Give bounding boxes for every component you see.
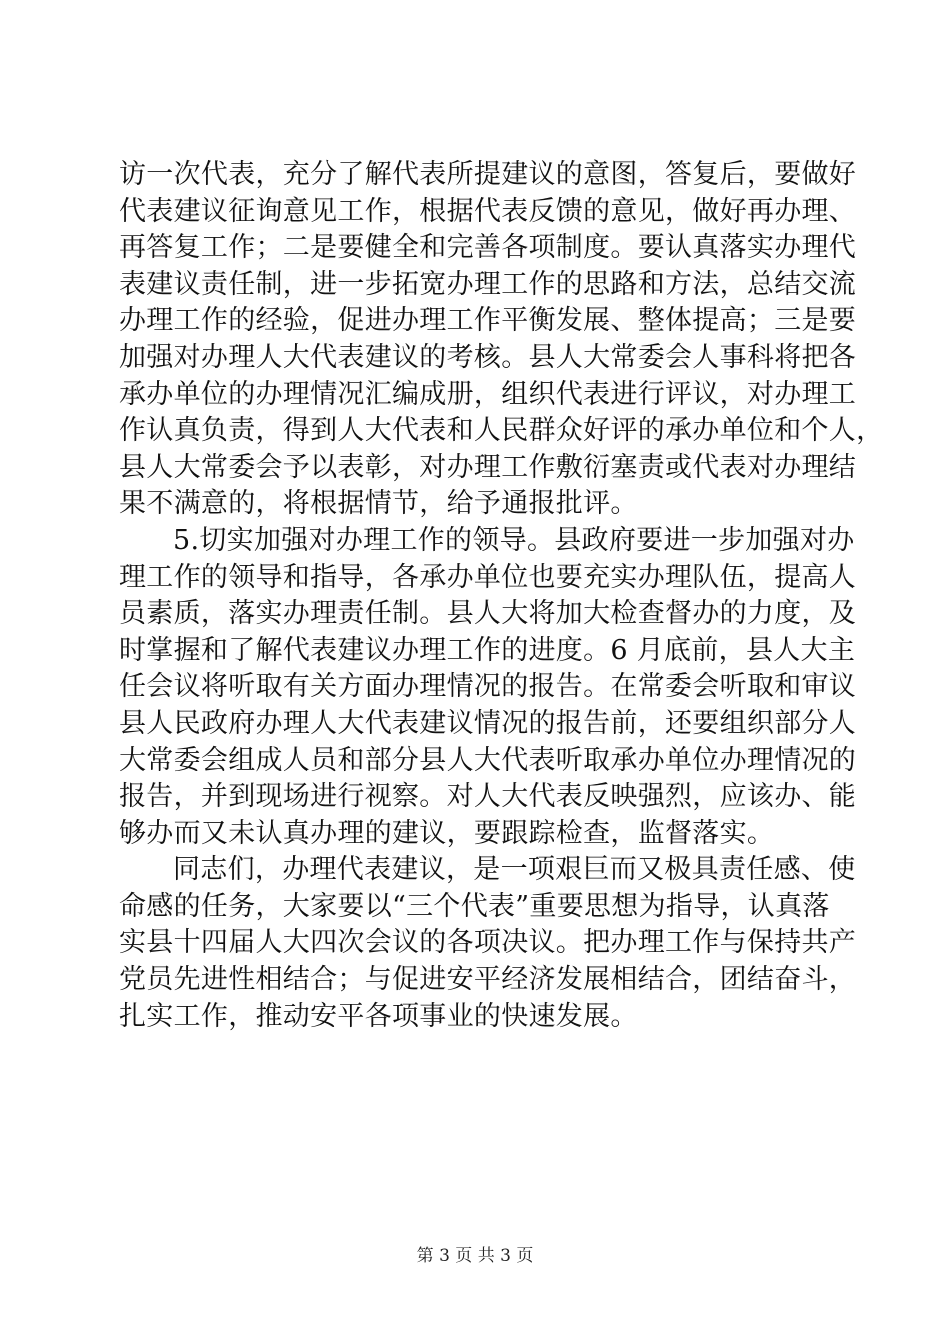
text-line: 办理工作的经验，促进办理工作平衡发展、整体提高；三是要 [119, 305, 857, 337]
text-line: 5.切实加强对办理工作的领导。县政府要进一步加强对办 [173, 524, 855, 556]
text-line: 时掌握和了解代表建议办理工作的进度。6 月底前，县人大主 [119, 634, 856, 666]
page-footer: 第 3 页 共 3 页 [416, 1246, 534, 1266]
text-line: 理工作的领导和指导，各承办单位也要充实办理队伍，提高人 [119, 561, 857, 593]
document-body [119, 157, 884, 1035]
text-line: 员素质，落实办理责任制。县人大将加大检查督办的力度，及 [119, 598, 857, 630]
text-line: 任会议将听取有关方面办理情况的报告。在常委会听取和审议 [119, 671, 857, 703]
text-line: 扎实工作，推动安平各项事业的快速发展。 [119, 1000, 638, 1032]
text-line: 表建议责任制，进一步拓宽办理工作的思路和方法，总结交流 [119, 268, 857, 300]
text-line: 承办单位的办理情况汇编成册，组织代表进行评议，对办理工 [119, 378, 857, 410]
text-line: 大常委会组成人员和部分县人大代表听取承办单位办理情况的 [119, 744, 857, 776]
text-line: 访一次代表，充分了解代表所提建议的意图，答复后，要做好 [119, 159, 857, 190]
text-line: 报告，并到现场进行视察。对人大代表反映强烈，应该办、能 [119, 781, 857, 813]
text-line: 够办而又未认真办理的建议，要跟踪检查，监督落实。 [119, 817, 775, 849]
text-line: 加强对办理人大代表建议的考核。县人大常委会人事科将把各 [119, 341, 857, 373]
text-line: 同志们，办理代表建议，是一项艰巨而又极具责任感、使 [173, 854, 856, 886]
text-line: 党员先进性相结合；与促进安平经济发展相结合，团结奋斗， [119, 964, 857, 996]
text-line: 命感的任务，大家要以“三个代表”重要思想为指导，认真落 [119, 890, 830, 922]
text-line: 实县十四届人大四次会议的各项决议。把办理工作与保持共产 [119, 927, 857, 959]
text-line: 作认真负责，得到人大代表和人民群众好评的承办单位和个人， [119, 415, 884, 447]
text-line: 代表建议征询意见工作，根据代表反馈的意见，做好再办理、 [119, 195, 857, 227]
text-line: 果不满意的，将根据情节，给予通报批评。 [119, 488, 638, 520]
text-line: 再答复工作；二是要健全和完善各项制度。要认真落实办理代 [119, 232, 857, 264]
text-line: 县人大常委会予以表彰，对办理工作敷衍塞责或代表对办理结 [119, 451, 857, 483]
text-line: 县人民政府办理人大代表建议情况的报告前，还要组织部分人 [119, 707, 857, 739]
